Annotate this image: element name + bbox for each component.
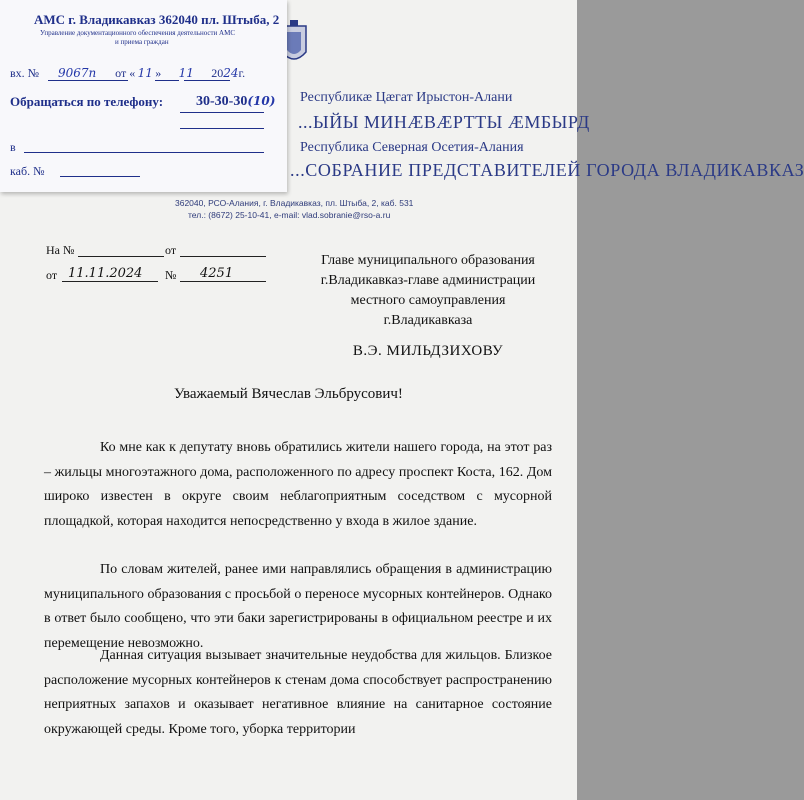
stamp-subtitle: Управление документационного обеспечения деятельности АМС (40, 29, 235, 37)
paragraph-1: Ко мне как к депутату вновь обратились жители нашего города, на этот раз – жильцы многоэтажного дома, расположенного по адресу проспект Коста, 162. Дом широко известен в округе своим неблагоприятным соседством с мусорной площадкой, которая находится непосредственно у входа в жилое здание. (44, 440, 552, 529)
stamp-incoming-row: вх. № 9067п от « 11 » 11 2024г. (10, 66, 246, 80)
greeting: Уважаемый Вячеслав Эльбрусович! (174, 386, 403, 402)
header-title-ossetian: ...ЫЙЫ МИНÆВÆРТТЫ ÆМБЫРД (298, 112, 590, 132)
ref-ot-label: от (165, 243, 177, 257)
stamp-room-label: каб. № (10, 164, 45, 178)
ref-ot2-label: от (46, 268, 58, 282)
registration-stamp (0, 0, 287, 192)
phone-number: 30-30-30 (196, 94, 248, 109)
paragraph-2: По словам жителей, ранее ими направлялись обращения в администрацию муниципального образования с просьбой о переносе мусорных контейнеров. Однако в ответ было сообщено, что эти баки зарегистрированы в официальном реестре и их перемещение невозможно. (44, 562, 552, 651)
header-line-ossetian: Республикæ Цæгат Ирыстон-Алани (300, 90, 513, 105)
paragraph-3: Данная ситуация вызывает значительные неудобства для жильцов. Близкое расположение мусорных контейнеров к стенам дома способствует распространению неприятных запахов и оказывает негативное влияние на санитарное состояние окружающей среды. Кроме того, уборка территории (44, 648, 552, 737)
addressee-name: В.Э. МИЛЬДЗИХОВУ (352, 343, 504, 359)
addressee-line-1: Главе муниципального образования (321, 253, 535, 268)
stamp-to-label: в (10, 140, 16, 154)
phone-extension: (10) (247, 94, 276, 108)
addressee-line-2: г.Владикавказ-главе администрации (320, 273, 536, 288)
ref-na-label: На № (46, 243, 75, 257)
stamp-day: 11 (137, 66, 153, 80)
phone-label: Обращаться по телефону: (10, 94, 164, 109)
year-prefix: 20 (211, 66, 224, 80)
addressee-line-3: местного самоуправления (350, 293, 506, 308)
addressee-line-4: г.Владикавказа (383, 313, 473, 328)
stamp-year: 24 (223, 66, 239, 80)
stamp-month: 11 (178, 66, 194, 80)
ref-number: 4251 (200, 266, 234, 281)
incoming-label: вх. № (10, 66, 40, 80)
header-title-russian: ...СОБРАНИЕ ПРЕДСТАВИТЕЛЕЙ ГОРОДА ВЛАДИКАВКАЗ (290, 160, 804, 180)
phone-value (196, 94, 275, 110)
ref-date: 11.11.2024 (68, 266, 143, 281)
header-address: 362040, РСО-Алания, г. Владикавказ, пл. Штыба, 2, каб. 531 (175, 198, 414, 208)
stamp-subtitle-2: и приема граждан (115, 38, 169, 46)
incoming-number: 9067п (57, 66, 97, 80)
ref-num-label: № (165, 268, 177, 282)
header-line-russian: Республика Северная Осетия-Алания (300, 140, 524, 155)
from-label: от « (115, 66, 136, 80)
year-suffix: г. (238, 66, 246, 80)
stamp-title: АМС г. Владикавказ 362040 пл. Штыба, 2 (34, 12, 280, 27)
header-contacts: тел.: (8672) 25-10-41, e-mail: vlad.sobranie@rso-a.ru (188, 210, 391, 220)
